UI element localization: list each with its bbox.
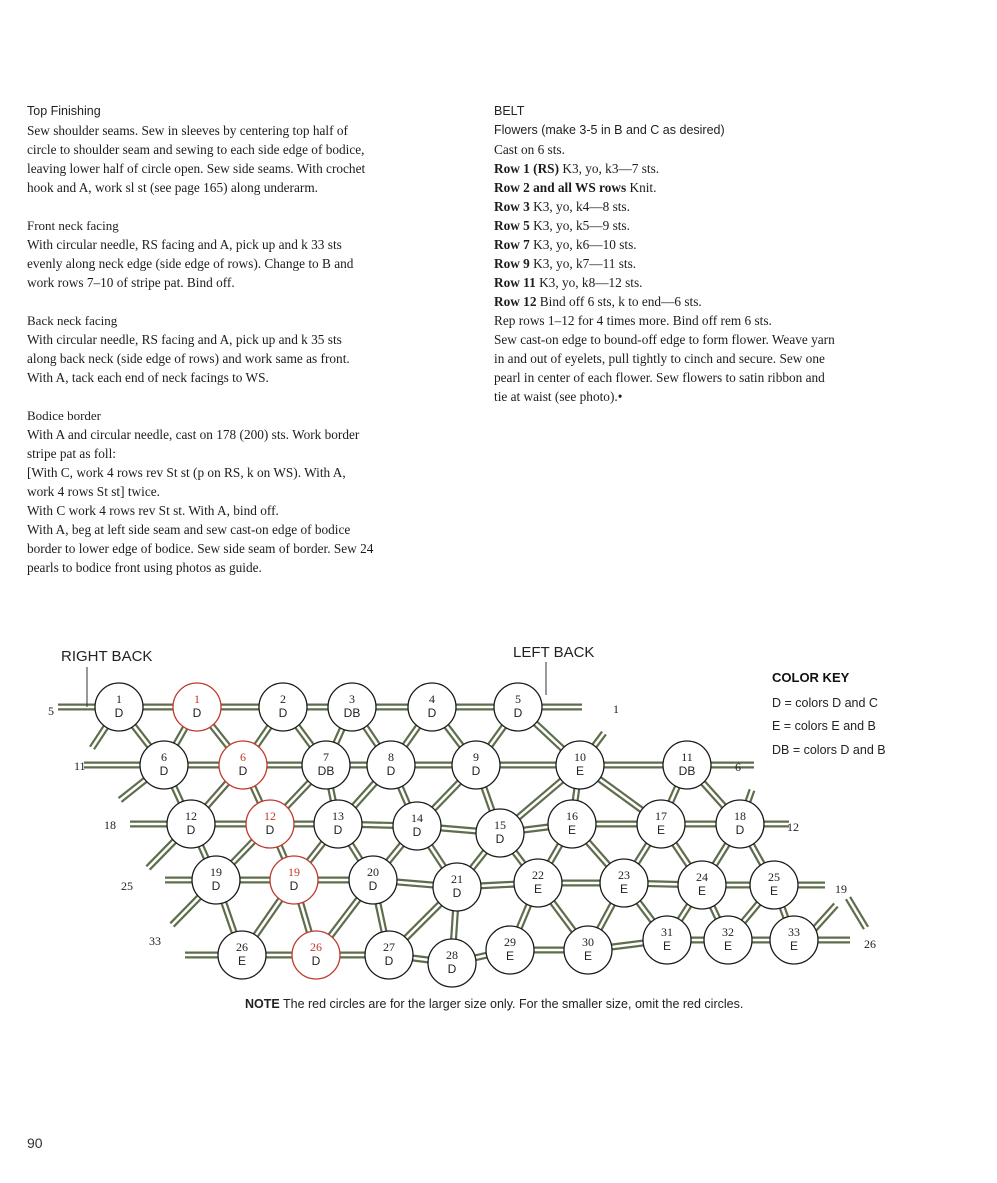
row-text: K3, yo, k8—12 sts. [535,275,643,290]
circle-node [564,926,612,974]
section-title: Front neck facing [27,218,119,233]
circle-node [770,916,818,964]
circle-number: 14 [411,811,423,825]
circle-color-code: E [656,823,666,837]
circle-number: 27 [383,940,395,954]
text-line: stripe pat as foll: [27,446,116,461]
circle-number: 21 [451,872,463,886]
circle-number: 23 [618,868,630,882]
right-back-label: RIGHT BACK [61,648,153,665]
edge-row-label: 11 [74,759,86,773]
circle-node [167,800,215,848]
circle-number: 26 [310,940,322,954]
circle-color-code: D [159,764,169,778]
row-label: Row 1 (RS) [494,161,560,176]
row-instruction [494,159,934,178]
circle-color-code: D [384,954,394,968]
edge-row-label: 18 [104,818,116,832]
row-instruction [494,273,934,292]
circle-node-red [246,800,294,848]
circle-color-code: E [619,882,629,896]
section-body [27,425,472,577]
circle-number: 13 [332,809,344,823]
text-line: With A, tack each end of neck facings to WS. [27,370,269,385]
note-text: The red circles are for the larger size only. For the smaller size, omit the red circles. [279,997,744,1011]
flowers-subtitle: Flowers (make 3-5 in B and C as desired) [494,123,725,137]
row-label: Row 11 [494,275,536,290]
edge-row-label: 5 [48,704,54,718]
circle-node [476,809,524,857]
cast-on-line: Cast on 6 sts. [494,142,565,157]
section-title: Back neck facing [27,313,118,328]
circle-node [95,683,143,731]
circle-node-red [270,856,318,904]
text-line: With circular needle, RS facing and A, pick up and k 33 sts [27,237,342,252]
circle-number: 19 [288,865,300,879]
circle-color-code: E [723,939,733,953]
circle-node [192,856,240,904]
circle-node [704,916,752,964]
row-instruction [494,178,934,197]
circle-color-code: D [368,879,378,893]
circle-number: 7 [323,750,329,764]
section-body [27,121,472,197]
circle-number: 19 [210,865,222,879]
circle-number: 33 [788,925,800,939]
row-text: K3, yo, k6—10 sts. [529,237,637,252]
text-line: Rep rows 1–12 for 4 times more. Bind off rem 6 sts. [494,313,772,328]
circle-node [643,916,691,964]
row-text: Knit. [626,180,657,195]
diagram-circles [95,683,818,987]
circle-node [140,741,188,789]
section-back-neck-facing [27,311,472,387]
circle-number: 31 [661,925,673,939]
circle-color-code: E [533,882,543,896]
circle-color-code: D [289,879,299,893]
circle-number: 8 [388,750,394,764]
circle-color-code: D [114,706,124,720]
circle-node [302,741,350,789]
section-top-finishing [27,102,472,197]
circle-color-code: D [311,954,321,968]
edge-row-label: 26 [864,937,876,951]
circle-number: 12 [264,809,276,823]
text-line: work rows 7–10 of stripe pat. Bind off. [27,275,235,290]
row-label: Row 2 and all WS rows [494,180,627,195]
text-line: [With C, work 4 rows rev St st (p on RS, k on WS). With A, [27,465,346,480]
circle-number: 4 [429,692,435,706]
section-body [27,330,472,387]
circle-number: 20 [367,865,379,879]
left-back-label: LEFT BACK [513,644,595,661]
row-instruction [494,292,934,311]
circle-number: 24 [696,870,708,884]
circle-color-code: D [386,764,396,778]
row-label: Row 3 [494,199,530,214]
circle-node-red [219,741,267,789]
circle-color-code: D [192,706,202,720]
text-line: With circular needle, RS facing and A, pick up and k 35 sts [27,332,342,347]
row-label: Row 5 [494,218,530,233]
row-instruction [494,235,934,254]
color-key-entry: DB = colors D and B [772,743,886,757]
row-instruction [494,254,934,273]
circle-node [328,683,376,731]
circle-node-red [173,683,221,731]
circle-node [393,802,441,850]
bodice-diagram [0,630,997,1030]
circle-color-code: E [697,884,707,898]
text-line: circle to shoulder seam and sewing to each side edge of bodice, [27,142,365,157]
circle-node [514,859,562,907]
section-title: Top Finishing [27,104,101,118]
text-line: With A, beg at left side seam and sew cast-on edge of bodice [27,522,351,537]
circle-color-code: D [278,706,288,720]
text-line: leaving lower half of circle open. Sew side seams. With crochet [27,161,366,176]
color-key-entry: D = colors D and C [772,696,878,710]
color-key-title: COLOR KEY [772,670,850,685]
circle-number: 1 [116,692,122,706]
circle-number: 22 [532,868,544,882]
circle-color-code: D [513,706,523,720]
circle-node [452,741,500,789]
circle-color-code: D [333,823,343,837]
circle-color-code: DB [343,706,361,720]
text-line: pearl in center of each flower. Sew flowers to satin ribbon and [494,370,825,385]
circle-number: 12 [185,809,197,823]
circle-color-code: E [567,823,577,837]
circle-node [367,741,415,789]
circle-number: 2 [280,692,286,706]
text-line: along back neck (side edge of rows) and work same as front. [27,351,350,366]
circle-color-code: E [505,949,515,963]
circle-color-code: D [471,764,481,778]
circle-node [556,741,604,789]
circle-number: 28 [446,948,458,962]
circle-number: 25 [768,870,780,884]
text-line: hook and A, work sl st (see page 165) along underarm. [27,180,318,195]
circle-number: 6 [161,750,167,764]
circle-node [408,683,456,731]
circle-color-code: D [427,706,437,720]
text-line: Sew shoulder seams. Sew in sleeves by centering top half of [27,123,348,138]
circle-color-code: D [238,764,248,778]
edge-row-label: 12 [787,820,799,834]
circle-node [259,683,307,731]
circle-node [428,939,476,987]
circle-node [548,800,596,848]
circle-number: 9 [473,750,479,764]
circle-number: 29 [504,935,516,949]
row-text: K3, yo, k4—8 sts. [529,199,630,214]
circle-color-code: D [265,823,275,837]
page-number: 90 [27,1135,43,1151]
text-line: evenly along neck edge (side edge of rows). Change to B and [27,256,354,271]
text-line: border to lower edge of bodice. Sew side seam of border. Sew 24 [27,541,374,556]
text-line: work 4 rows St st] twice. [27,484,160,499]
section-bodice-border [27,406,472,577]
edge-row-label: 1 [613,702,619,716]
edge-row-label: 6 [735,760,741,774]
circle-node [486,926,534,974]
circle-color-code: D [186,823,196,837]
row-instruction [494,197,934,216]
edge-row-label: 25 [121,879,133,893]
circle-color-code: E [237,954,247,968]
circle-color-code: D [447,962,457,976]
row-text: K3, yo, k7—11 sts. [529,256,637,271]
circle-color-code: E [769,884,779,898]
text-line: With A and circular needle, cast on 178 (200) sts. Work border [27,427,360,442]
circle-color-code: E [789,939,799,953]
row-label: Row 7 [494,237,530,252]
circle-number: 30 [582,935,594,949]
circle-number: 17 [655,809,667,823]
circle-color-code: E [662,939,672,953]
section-title: Bodice border [27,408,102,423]
row-text: Bind off 6 sts, k to end—6 sts. [536,294,702,309]
row-label: Row 12 [494,294,537,309]
edge-row-label: 19 [835,882,847,896]
circle-number: 18 [734,809,746,823]
circle-color-code: E [583,949,593,963]
circle-color-code: D [735,823,745,837]
belt-title: BELT [494,104,525,118]
edge-row-label: 33 [149,934,161,948]
circle-node-red [292,931,340,979]
circle-color-code: D [495,832,505,846]
circle-node [600,859,648,907]
color-key [772,670,886,757]
circle-number: 11 [681,750,693,764]
text-line: With C work 4 rows rev St st. With A, bind off. [27,503,279,518]
section-front-neck-facing [27,216,472,292]
circle-node [637,800,685,848]
circle-node [750,861,798,909]
note-label: NOTE [245,997,280,1011]
circle-node [663,741,711,789]
circle-number: 15 [494,818,506,832]
circle-node [349,856,397,904]
circle-number: 10 [574,750,586,764]
text-line: in and out of eyelets, pull tightly to cinch and secure. Sew one [494,351,825,366]
circle-node [716,800,764,848]
circle-number: 5 [515,692,521,706]
circle-number: 1 [194,692,200,706]
text-line: tie at waist (see photo).• [494,389,623,404]
circle-node [314,800,362,848]
text-line: pearls to bodice front using photos as guide. [27,560,262,575]
right-column [494,102,934,406]
row-instruction [494,216,934,235]
circle-node [218,931,266,979]
section-body [27,235,472,292]
circle-number: 16 [566,809,578,823]
circle-node [433,863,481,911]
circle-node [678,861,726,909]
belt-instructions [494,140,934,406]
circle-color-code: E [575,764,585,778]
left-column [27,102,472,596]
circle-color-code: DB [317,764,335,778]
circle-color-code: DB [678,764,696,778]
row-text: K3, yo, k3—7 sts. [559,161,660,176]
circle-node [494,683,542,731]
circle-color-code: D [452,886,462,900]
circle-node [365,931,413,979]
circle-number: 32 [722,925,734,939]
diagram-note [245,997,743,1011]
text-line: Sew cast-on edge to bound-off edge to form flower. Weave yarn [494,332,835,347]
row-label: Row 9 [494,256,530,271]
circle-number: 6 [240,750,246,764]
color-key-entry: E = colors E and B [772,719,876,733]
circle-color-code: D [211,879,221,893]
circle-color-code: D [412,825,422,839]
row-text: K3, yo, k5—9 sts. [529,218,630,233]
circle-number: 26 [236,940,248,954]
circle-number: 3 [349,692,355,706]
